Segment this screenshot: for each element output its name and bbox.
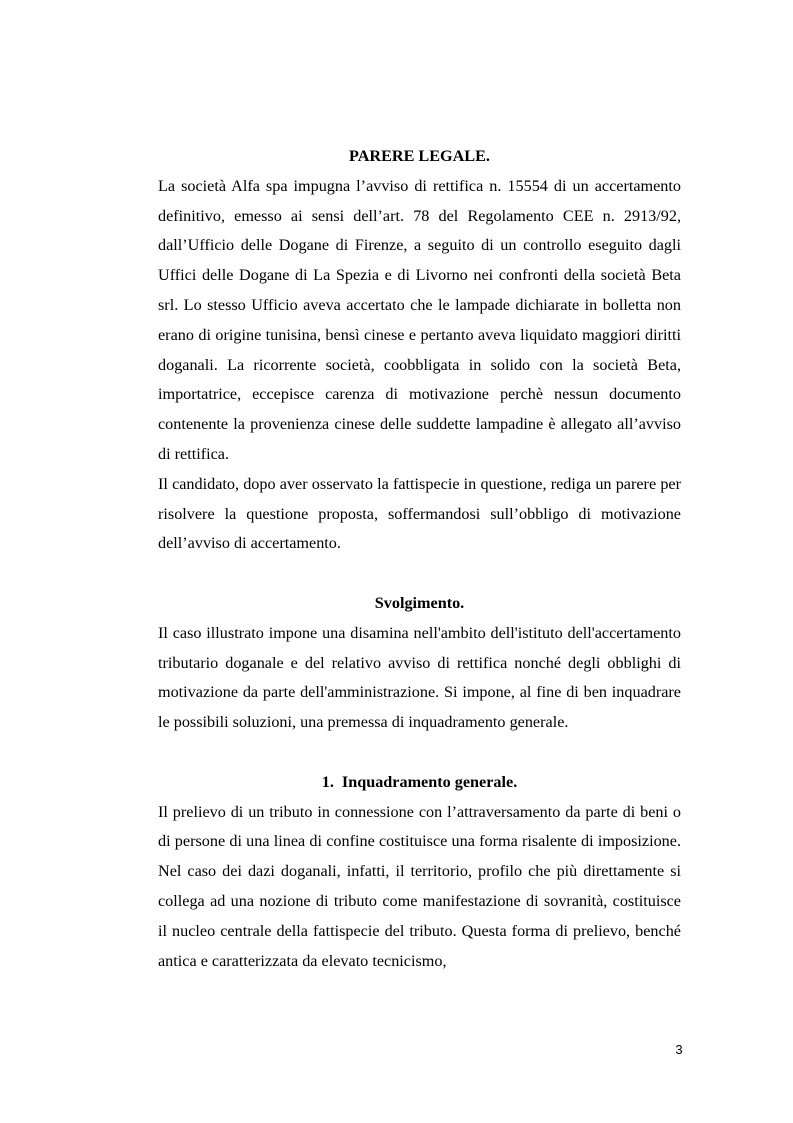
section-heading: Svolgimento.	[374, 593, 465, 612]
subsection-title: Inquadramento generale.	[341, 772, 518, 791]
subsection-paragraph: Il prelievo di un tributo in connessione con l’attraversamento da parte di beni o di persone di una linea di confine costituisce una forma risalente di imposizione. Nel caso dei dazi doganali, infatti, il territorio, profilo che più direttamente si collega ad una nozione di tributo come manifestazione di sovranità, costituisce il nucleo centrale della fattispecie del tributo. Questa forma di prelievo, benché antica e caratterizzata da elevato tecnicismo,	[158, 802, 681, 970]
page-body	[158, 142, 681, 976]
subsection-heading	[158, 768, 681, 798]
intro-paragraph-2: Il candidato, dopo aver osservato la fattispecie in questione, rediga un parere per risolvere la questione proposta, soffermandosi sull’obbligo di motivazione dell’avviso di accertamento.	[158, 474, 681, 553]
subsection-number: 1.	[321, 772, 334, 791]
spacer	[158, 559, 681, 589]
page-number: 3	[675, 1042, 683, 1057]
section-paragraph: Il caso illustrato impone una disamina nell'ambito dell'istituto dell'accertamento tributario doganale e del relativo avviso di rettifica nonché degli obblighi di motivazione da parte dell'amministrazione. Si impone, al fine di ben inquadrare le possibili soluzioni, una premessa di inquadramento generale.	[158, 623, 681, 732]
spacer	[158, 738, 681, 768]
intro-paragraph-1: La società Alfa spa impugna l’avviso di rettifica n. 15554 di un accertamento definitivo, emesso ai sensi dell’art. 78 del Regolamento CEE n. 2913/92, dall’Ufficio delle Dogane di Firenze, a seguito di un controllo eseguito dagli Uffici delle Dogane di La Spezia e di Livorno nei confronti della società Beta srl. Lo stesso Ufficio aveva accertato che le lampade dichiarate in bolletta non erano di origine tunisina, bensì cinese e pertanto aveva liquidato maggiori diritti doganali. La ricorrente società, coobbligata in solido con la società Beta, importatrice, eccepisce carenza di motivazione perchè nessun documento contenente la provenienza cinese delle suddette lampadine è allegato all’avviso di rettifica.	[158, 176, 681, 463]
document-title: PARERE LEGALE.	[349, 147, 490, 165]
